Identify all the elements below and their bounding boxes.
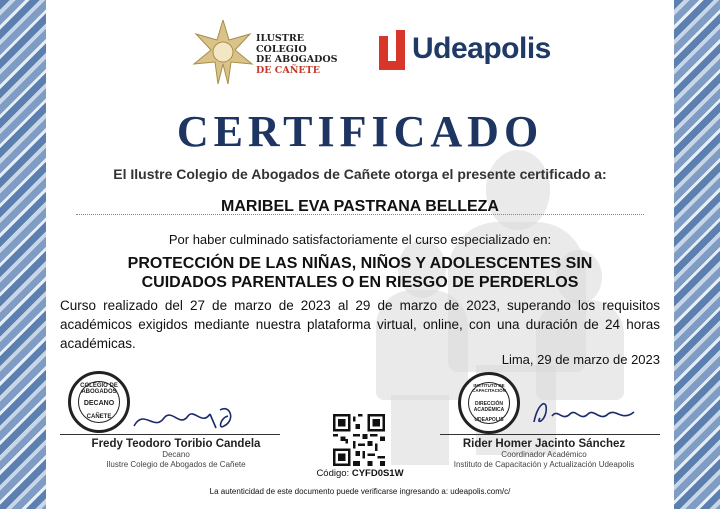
right-decorative-border <box>674 0 720 509</box>
udeapolis-seal: INSTITUTO DE CAPACITACIÓN DIRECCIÓN ACADÉMICA UDEAPOLIS <box>458 372 520 434</box>
reason-text: Por haber culminado satisfactoriamente el curso especializado en: <box>168 232 552 247</box>
name-divider <box>76 214 644 215</box>
right-signature-line <box>440 434 660 435</box>
left-signature <box>124 398 244 438</box>
recipient-name: MARIBEL EVA PASTRANA BELLEZA <box>221 198 499 215</box>
qr-code-icon <box>333 414 385 466</box>
watermark-figure <box>486 150 550 230</box>
udeapolis-logo-icon <box>379 30 407 70</box>
verification-code: Código: CYFD0S1W <box>316 468 404 479</box>
right-signature <box>526 392 646 432</box>
udeapolis-brand: Udeapolis <box>412 32 551 65</box>
right-signer: Rider Homer Jacinto Sánchez Coordinador Académico Instituto de Capacitación y Actualización Udeapolis <box>453 438 635 469</box>
colegio-star-logo-icon <box>192 20 254 84</box>
certificate-sheet <box>46 0 674 509</box>
colegio-seal: COLEGIO DE ABOGADOS DECANO CAÑETE <box>68 371 130 433</box>
left-decorative-border <box>0 0 46 509</box>
verification-note: La autenticidad de este documento puede verificarse ingresando a: udeapolis.com/c/ <box>209 487 511 496</box>
course-title: PROTECCIÓN DE LAS NIÑAS, NIÑOS Y ADOLESCENTES SIN CUIDADOS PARENTALES O EN RIESGO DE PERDERLOS <box>127 255 593 291</box>
header-logos <box>46 20 674 88</box>
course-description: Curso realizado del 27 de marzo de 2023 al 29 de marzo de 2023, superando los requisitos académicos exigidos mediante nuestra plataforma virtual, online, con una duración de 24 horas académicas. <box>60 298 660 351</box>
left-signer: Fredy Teodoro Toribio Candela Decano Ilustre Colegio de Abogados de Cañete <box>91 438 261 469</box>
colegio-name: ILUSTRE COLEGIO DE ABOGADOS DE CAÑETE <box>256 33 338 76</box>
place-and-date: Lima, 29 de marzo de 2023 <box>501 352 660 367</box>
certificate-title: CERTIFICADO <box>176 107 544 156</box>
grant-text: El Ilustre Colegio de Abogados de Cañete otorga el presente certificado a: <box>113 166 607 182</box>
left-signature-line <box>60 434 280 435</box>
